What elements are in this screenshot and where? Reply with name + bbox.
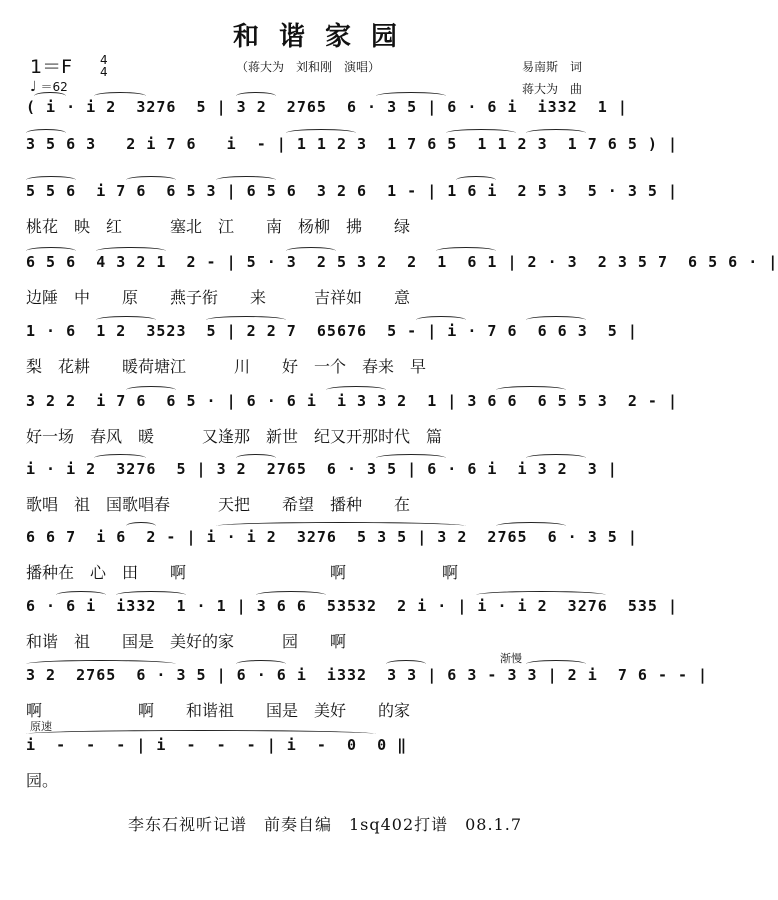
performers-credit: （蒋大为 刘和刚 演唱）	[236, 60, 381, 74]
slur-arc	[256, 591, 326, 599]
lyrics-line: 好一场 春风 暖 又逢那 新世 纪又开那时代 篇	[26, 427, 443, 446]
slur-arc	[526, 454, 586, 462]
slur-arc	[206, 316, 286, 324]
notation-line: i · i 2 3276 5 | 3 2 2765 6 · 3 5 | 6 · 6 i i 3 2 3 |	[26, 460, 618, 478]
lyrics-line: 和谐 祖 国是 美好的家 园 啊	[26, 632, 347, 651]
notation-line: 3 2 2 i 7 6 6 5 · | 6 · 6 i i 3 3 2 1 | 3 6 6 6 5 5 3 2 - |	[26, 392, 678, 410]
lyrics-line: 边陲 中 原 燕子衔 来 吉祥如 意	[26, 288, 411, 307]
notation-line: 6 · 6 i i332 1 · 1 | 3 6 6 53532 2 i · | i · i 2 3276 535 |	[26, 597, 678, 615]
meter-bottom: 4	[100, 65, 108, 79]
lyrics-line: 歌唱 祖 国歌唱春 天把 希望 播种 在	[26, 495, 411, 514]
lyrics-line: 梨 花耕 暖荷塘江 川 好 一个 春来 早	[26, 357, 427, 376]
slur-arc	[526, 316, 586, 324]
slur-arc	[126, 522, 156, 530]
slur-arc	[496, 386, 566, 394]
slur-arc	[376, 92, 446, 100]
slur-arc	[26, 247, 76, 255]
lyrics-line: 园。	[26, 771, 59, 790]
notation-line: 3 2 2765 6 · 3 5 | 6 · 6 i i332 3 3 | 6 3 - 3 3 | 2 i 7 6 - - |	[26, 666, 709, 684]
slur-arc	[116, 591, 186, 599]
transcription-credit: 李东石视听记谱 前奏自编 1sq402打谱 08.1.7	[127, 815, 523, 834]
notation-line: i - - - | i - - - | i - 0 0 ‖	[26, 736, 408, 754]
lyrics-line: 桃花 映 红 塞北 江 南 杨柳 拂 绿	[26, 217, 411, 236]
key-signature: 1＝F	[30, 56, 73, 78]
slur-arc	[446, 129, 516, 137]
slur-arc	[126, 386, 176, 394]
gradual-slow-mark: 渐慢	[500, 652, 522, 665]
notation-line: 1 · 6 1 2 3523 5 | 2 2 7 65676 5 - | i · 7 6 6 6 3 5 |	[26, 322, 638, 340]
notation-line: 5 5 6 i 7 6 6 5 3 | 6 5 6 3 2 6 1 - | 1 6 i 2 5 3 5 · 3 5 |	[26, 182, 678, 200]
slur-arc	[386, 660, 426, 668]
lyrics-line: 播种在 心 田 啊 啊 啊	[26, 563, 459, 582]
tempo-value: 62	[52, 80, 68, 94]
composer-credit: 蒋大为 曲	[522, 82, 583, 96]
slur-arc	[94, 454, 146, 462]
slur-arc	[496, 522, 566, 530]
notation-line: ( i · i 2 3276 5 | 3 2 2765 6 · 3 5 | 6 · 6 i i332 1 |	[26, 98, 628, 116]
slur-arc	[96, 316, 156, 324]
slur-arc	[376, 454, 446, 462]
slur-arc	[236, 92, 276, 100]
meter-top: 4	[100, 53, 108, 67]
slur-arc	[436, 247, 496, 255]
slur-arc	[526, 129, 586, 137]
song-title: 和谐家园	[232, 22, 417, 52]
slur-arc	[26, 129, 66, 137]
slur-arc	[526, 660, 586, 668]
slur-arc	[216, 176, 276, 184]
slur-arc	[56, 591, 106, 599]
slur-arc	[286, 247, 336, 255]
slur-arc	[26, 176, 76, 184]
slur-arc	[94, 92, 146, 100]
notation-line: 6 5 6 4 3 2 1 2 - | 5 · 3 2 5 3 2 2 1 6 1 | 2 · 3 2 3 5 7 6 5 6 · |	[26, 253, 778, 271]
slur-arc	[236, 454, 276, 462]
notation-line: 3 5 6 3 2 i 7 6 i - | 1 1 2 3 1 7 6 5 1 1 2 3 1 7 6 5 ) |	[26, 135, 678, 153]
slur-arc	[34, 92, 66, 100]
lyrics-line: 啊 啊 和谐祖 国是 美好 的家	[26, 701, 411, 720]
slur-arc	[286, 129, 356, 137]
slur-arc	[476, 591, 606, 599]
slur-arc	[326, 386, 386, 394]
slur-arc	[456, 176, 496, 184]
quarter-note-icon: ♩	[30, 79, 37, 95]
slur-arc	[26, 660, 176, 668]
lyricist-credit: 易南斯 词	[522, 60, 583, 74]
slur-arc	[26, 730, 376, 738]
slur-arc	[96, 247, 166, 255]
original-speed-mark: 原速	[30, 720, 52, 733]
tempo-equals: ＝	[40, 80, 53, 94]
slur-arc	[216, 522, 466, 530]
notation-line: 6 6 7 i 6 2 - | i · i 2 3276 5 3 5 | 3 2 2765 6 · 3 5 |	[26, 528, 638, 546]
slur-arc	[416, 316, 466, 324]
slur-arc	[126, 176, 176, 184]
slur-arc	[236, 660, 286, 668]
time-signature	[100, 54, 108, 78]
